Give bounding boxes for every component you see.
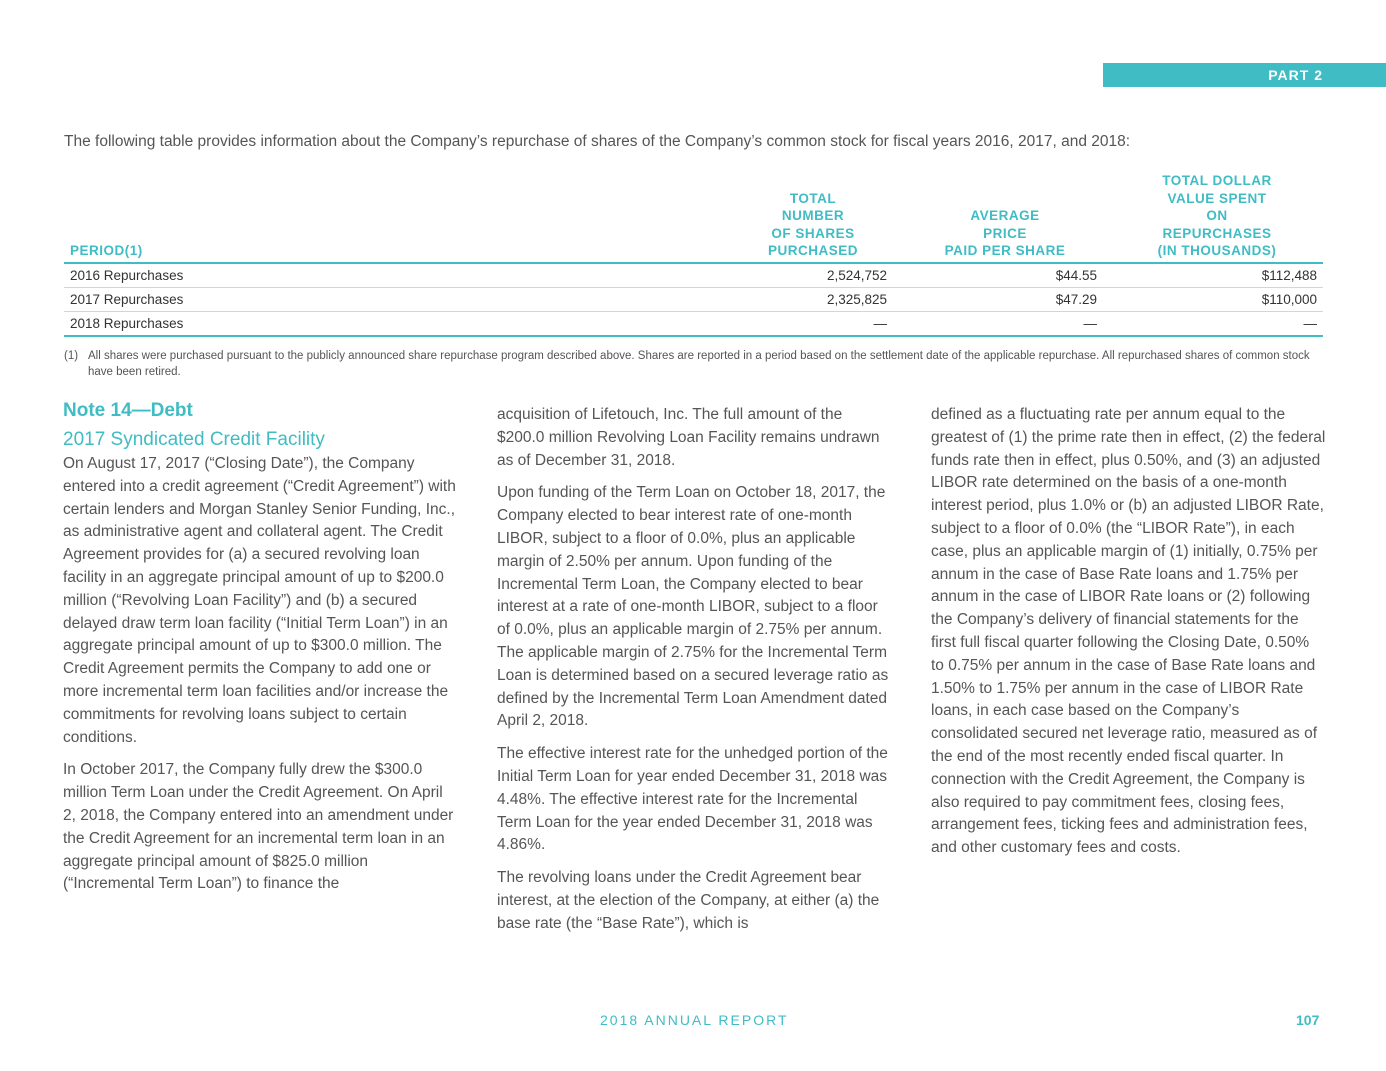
paragraph: acquisition of Lifetouch, Inc. The full amount of the $200.0 million Revolving Loan Facility remains undrawn as of December 31, 2018. [497,406,880,469]
cell-price: $44.55 [899,263,1111,288]
section-subtitle: 2017 Syndicated Credit Facility [63,429,325,450]
note-title: Note 14—Debt [63,400,193,421]
table-header-row [64,172,1323,263]
cell-dollar: $112,488 [1111,263,1323,288]
text-column-2 [497,404,892,946]
cell-shares: 2,325,825 [727,287,899,311]
cell-dollar: — [1111,311,1323,336]
header-price: AVERAGE PRICE PAID PER SHARE [899,172,1111,263]
text-column-3 [931,404,1326,870]
table-row [64,287,1323,311]
cell-dollar: $110,000 [1111,287,1323,311]
table-footnote [64,348,1314,380]
repurchase-table [64,172,1323,337]
table-row [64,263,1323,288]
cell-period: 2017 Repurchases [64,287,727,311]
footer-report-title: 2018 ANNUAL REPORT [600,1012,789,1028]
cell-period: 2018 Repurchases [64,311,727,336]
footnote-mark: (1) [64,350,79,362]
table-intro: The following table provides information about the Company’s repurchase of shares of the Company’s common stock for fiscal years 2016, 2017, and 2018: [64,133,1131,150]
paragraph: On August 17, 2017 (“Closing Date”), the Company entered into a credit agreement (“Credit Agreement”) with certain lenders and Morgan Stanley Senior Funding, Inc., as administrative agent and collateral agent. The Credit Agreement provides for (a) a secured revolving loan facility in an aggregate principal amount of up to $200.0 million (“Revolving Loan Facility”) and (b) a secured delayed draw term loan facility (“Initial Term Loan”) in an aggregate principal amount of up to $300.0 million. The Credit Agreement permits the Company to add one or more incremental term loan facilities and/or increase the commitments for revolving loans subject to certain conditions. [63,455,456,746]
table-row [64,311,1323,336]
cell-period: 2016 Repurchases [64,263,727,288]
header-shares: TOTAL NUMBER OF SHARES PURCHASED [727,172,899,263]
cell-price: $47.29 [899,287,1111,311]
paragraph: Upon funding of the Term Loan on October 18, 2017, the Company elected to bear interest rate of one-month LIBOR, subject to a floor of 0.0%, plus an applicable margin of 2.50% per annum. Upon funding of the Incremental Term Loan, the Company elected to bear interest at a rate of one-month LIBOR, subject to a floor of 0.0%, plus an applicable margin of 2.75% per annum. The applicable margin of 2.75% for the Incremental Term Loan is determined based on a secured leverage ratio as defined by the Incremental Term Loan Amendment dated April 2, 2018. [497,484,889,730]
paragraph: defined as a fluctuating rate per annum equal to the greatest of (1) the prime rate then in effect, (2) the federal funds rate then in effect, plus 0.50%, and (3) an adjusted LIBOR rate determined on the basis of a one-month interest period, plus 1.0% or (b) an adjusted LIBOR Rate, subject to a floor of 0.0% (the “LIBOR Rate”), in each case, plus an applicable margin of (1) initially, 0.75% per annum in the case of Base Rate loans and 1.75% per annum in the case of LIBOR Rate loans or (2) following the Company’s delivery of financial statements for the first full fiscal quarter following the Closing Date, 0.50% to 0.75% per annum in the case of Base Rate loans and 1.50% to 1.75% per annum in the case of LIBOR Rate loans, in each case based on the Company’s consolidated secured net leverage ratio, measured as of the end of the most recently ended fiscal quarter. In connection with the Credit Agreement, the Company is also required to pay commitment fees, closing fees, arrangement fees, ticking fees and administration fees, and other customary fees and costs. [931,406,1326,857]
text-column-1 [63,400,458,906]
footnote-text: All shares were purchased pursuant to the publicly announced share repurchase program described above. Shares are reported in a period based on the settlement date of the applicable repurchase. All repurchased shares of common stock have been retired. [88,350,1310,378]
paragraph: The effective interest rate for the unhedged portion of the Initial Term Loan for year ended December 31, 2018 was 4.48%. The effective interest rate for the Incremental Term Loan for the year ended December 31, 2018 was 4.86%. [497,745,888,854]
page-number: 107 [1296,1012,1320,1028]
part-label: PART 2 [1103,63,1386,87]
cell-price: — [899,311,1111,336]
header-dollar: TOTAL DOLLAR VALUE SPENT ON REPURCHASES (IN THOUSANDS) [1111,172,1323,263]
paragraph: The revolving loans under the Credit Agreement bear interest, at the election of the Company, at either (a) the base rate (the “Base Rate”), which is [497,869,880,932]
header-period: PERIOD(1) [64,172,727,263]
paragraph: In October 2017, the Company fully drew the $300.0 million Term Loan under the Credit Agreement. On April 2, 2018, the Company entered into an amendment under the Credit Agreement for an incremental term loan in an aggregate principal amount of $825.0 million (“Incremental Term Loan”) to finance the [63,761,454,893]
cell-shares: 2,524,752 [727,263,899,288]
cell-shares: — [727,311,899,336]
